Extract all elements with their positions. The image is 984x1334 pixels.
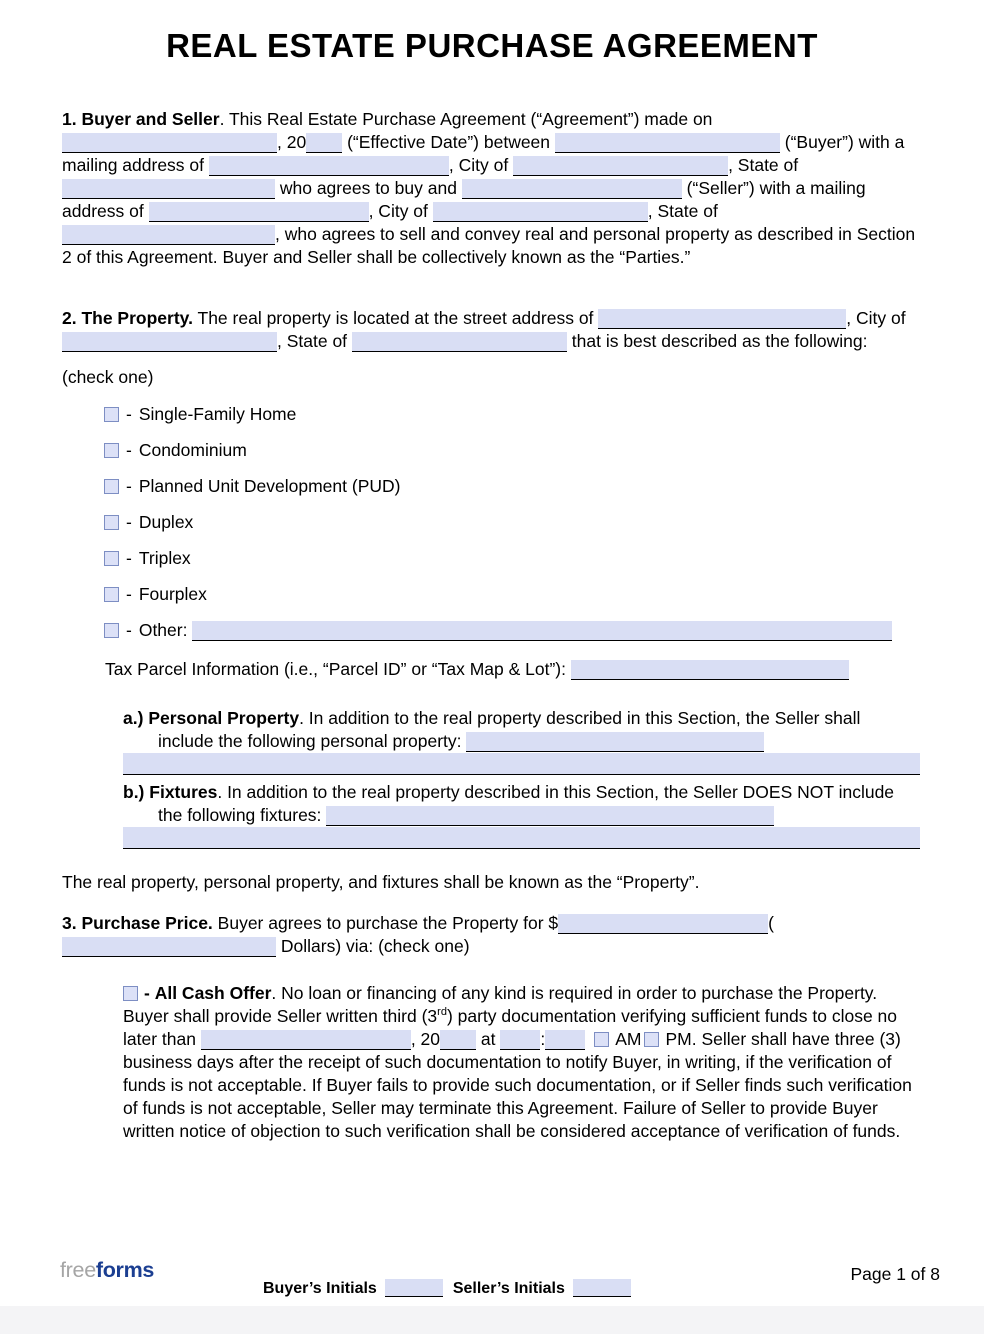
field-fixtures-excluded-line2[interactable]: [123, 827, 920, 849]
section-1-text: , City of: [448, 155, 514, 175]
checkbox-all-cash-offer[interactable]: [123, 986, 138, 1001]
section-1-text: (“Effective Date”) between: [342, 132, 555, 152]
property-type-options: [62, 403, 920, 642]
field-buyer-city[interactable]: [513, 156, 728, 176]
section-1-text: who agrees to buy and: [275, 178, 462, 198]
all-cash-text: at: [476, 1029, 501, 1049]
checkbox-other[interactable]: [104, 623, 119, 638]
option-duplex: [104, 511, 920, 534]
field-purchase-price-words[interactable]: [62, 937, 276, 957]
option-triplex: [104, 547, 920, 570]
page-bottom-strip: [0, 1306, 984, 1334]
all-cash-text: , 20: [410, 1029, 441, 1049]
checkbox-duplex[interactable]: [104, 515, 119, 530]
section-1-buyer-and-seller: [62, 108, 920, 269]
checkbox-condominium[interactable]: [104, 443, 119, 458]
field-funds-deadline-hour[interactable]: [500, 1030, 540, 1050]
option-condominium: [104, 439, 920, 462]
section-2-text: , State of: [277, 331, 352, 351]
field-funds-deadline-date[interactable]: [201, 1030, 411, 1050]
dash: -: [126, 404, 132, 424]
item-a-personal-property: [123, 707, 920, 753]
option-single-family-home: [104, 403, 920, 426]
item-b-fixtures: [123, 781, 920, 827]
field-effective-date[interactable]: [62, 133, 277, 153]
field-seller-state[interactable]: [62, 225, 275, 245]
field-sellers-initials[interactable]: [573, 1279, 631, 1297]
page-title: REAL ESTATE PURCHASE AGREEMENT: [166, 27, 818, 64]
checkbox-triplex[interactable]: [104, 551, 119, 566]
tax-parcel-label: Tax Parcel Information (i.e., “Parcel ID” or “Tax Map & Lot”):: [105, 659, 571, 679]
field-fixtures-excluded[interactable]: [326, 806, 774, 826]
section-1-text: , 20: [277, 132, 307, 152]
dash: -: [126, 620, 132, 640]
option-label: Condominium: [138, 440, 247, 460]
option-label: Triplex: [138, 548, 191, 568]
field-purchase-price-numeric[interactable]: [558, 914, 768, 934]
option-label: Planned Unit Development (PUD): [138, 476, 401, 496]
section-2-heading: 2. The Property.: [62, 308, 193, 328]
field-property-state[interactable]: [352, 332, 567, 352]
dash: -: [126, 512, 132, 532]
dash: -: [126, 548, 132, 568]
section-2-text: , City of: [846, 308, 906, 328]
field-personal-property[interactable]: [466, 732, 764, 752]
section-3-purchase-price: [62, 912, 920, 958]
option-label: Duplex: [138, 512, 194, 532]
section-1-text: (“Seller”) with a mailing address of: [62, 178, 866, 221]
checkbox-am[interactable]: [594, 1032, 609, 1047]
section-3-text: Dollars) via: (check one): [276, 936, 470, 956]
item-b-marker: b.): [123, 782, 145, 802]
all-cash-text: ) party documentation verifying sufficient funds to close no later than: [123, 1006, 898, 1049]
checkbox-pm[interactable]: [644, 1032, 659, 1047]
logo-text-free: free: [60, 1258, 96, 1282]
option-other: [104, 619, 920, 642]
ordinal-superscript: rd: [437, 1006, 447, 1019]
item-a-heading: Personal Property: [148, 708, 300, 728]
all-cash-text: PM. Seller shall have three (3) business days after the receipt of such documentation to notify Buyer, in writing, if the verification of funds is not acceptable. If Buyer fails to provide such documentation, or if Seller finds such verification of funds is not acceptable, Seller may terminate this Agreement. Failure of Seller to provide Buyer written notice of objection to such verification shall be considered acceptance of verification of funds.: [123, 1029, 912, 1141]
tax-parcel-line: [105, 658, 920, 681]
section-1-text: , State of: [728, 155, 799, 175]
item-a-marker: a.): [123, 708, 144, 728]
dash: -: [126, 440, 132, 460]
section-1-text: , who agrees to sell and convey real and personal property as described in Section 2 of this Agreement. Buyer and Seller shall be collectively known as the “Parties.”: [62, 224, 916, 267]
section-3-heading: 3. Purchase Price.: [62, 913, 213, 933]
dash: -: [144, 983, 150, 1003]
dash: -: [126, 584, 132, 604]
section-1-text: , City of: [368, 201, 433, 221]
section-1-text: (“Buyer”) with a mailing address of: [62, 132, 905, 175]
all-cash-text: :: [540, 1029, 546, 1049]
check-one-label: (check one): [62, 367, 154, 387]
initials-line: [263, 1278, 631, 1300]
all-cash-text: . No loan or financing of any kind is required in order to purchase the Property. Buyer shall provide Seller written third (3: [123, 983, 878, 1026]
field-effective-year[interactable]: [306, 133, 342, 153]
section-3-text: Buyer agrees to purchase the Property for $: [212, 913, 559, 933]
all-cash-offer-heading: All Cash Offer: [154, 983, 272, 1003]
section-1-heading: 1. Buyer and Seller: [62, 109, 220, 129]
section-2-the-property: [62, 307, 920, 353]
item-b-heading: Fixtures: [149, 782, 218, 802]
option-label: Other:: [138, 620, 188, 640]
field-seller-city[interactable]: [433, 202, 648, 222]
checkbox-single-family-home[interactable]: [104, 407, 119, 422]
option-fourplex: [104, 583, 920, 606]
field-property-city[interactable]: [62, 332, 277, 352]
section-2-text: that is best described as the following:: [566, 331, 868, 351]
sellers-initials-label: Seller’s Initials: [452, 1280, 565, 1297]
option-planned-unit-development: [104, 475, 920, 498]
dash: -: [126, 476, 132, 496]
logo-text-forms: forms: [95, 1258, 155, 1282]
freeforms-logo: [60, 1258, 154, 1282]
field-other-property-type[interactable]: [192, 621, 892, 641]
field-funds-deadline-year[interactable]: [440, 1030, 476, 1050]
field-funds-deadline-minute[interactable]: [545, 1030, 585, 1050]
section-1-text: , State of: [647, 201, 718, 221]
field-property-street-address[interactable]: [598, 309, 846, 329]
field-buyer-name[interactable]: [555, 133, 780, 153]
checkbox-fourplex[interactable]: [104, 587, 119, 602]
checkbox-planned-unit-development[interactable]: [104, 479, 119, 494]
item-b-text: . In addition to the real property described in this Section, the Seller DOES NOT include the following fixtures:: [158, 782, 895, 825]
buyers-initials-label: Buyer’s Initials: [263, 1280, 377, 1297]
field-seller-name[interactable]: [462, 179, 682, 199]
item-a-text: . In addition to the real property described in this Section, the Seller shall include the following personal property:: [158, 708, 861, 751]
field-personal-property-line2[interactable]: [123, 753, 920, 775]
field-buyer-state[interactable]: [62, 179, 275, 199]
page-number: Page 1 of 8: [850, 1264, 940, 1284]
option-label: Fourplex: [138, 584, 207, 604]
field-buyers-initials[interactable]: [385, 1279, 443, 1297]
section-2-text: The real property is located at the street address of: [192, 308, 599, 328]
all-cash-offer-paragraph: [123, 982, 920, 1143]
field-seller-mailing-address[interactable]: [149, 202, 369, 222]
property-known-as-text: The real property, personal property, and fixtures shall be known as the “Property”.: [62, 872, 700, 892]
document-body: [0, 108, 984, 1143]
field-tax-parcel-info[interactable]: [571, 660, 849, 680]
option-label: Single-Family Home: [138, 404, 297, 424]
section-3-text: (: [768, 913, 774, 933]
field-buyer-mailing-address[interactable]: [209, 156, 449, 176]
section-1-text: . This Real Estate Purchase Agreement (“Agreement”) made on: [219, 109, 713, 129]
am-label: AM: [615, 1029, 642, 1049]
